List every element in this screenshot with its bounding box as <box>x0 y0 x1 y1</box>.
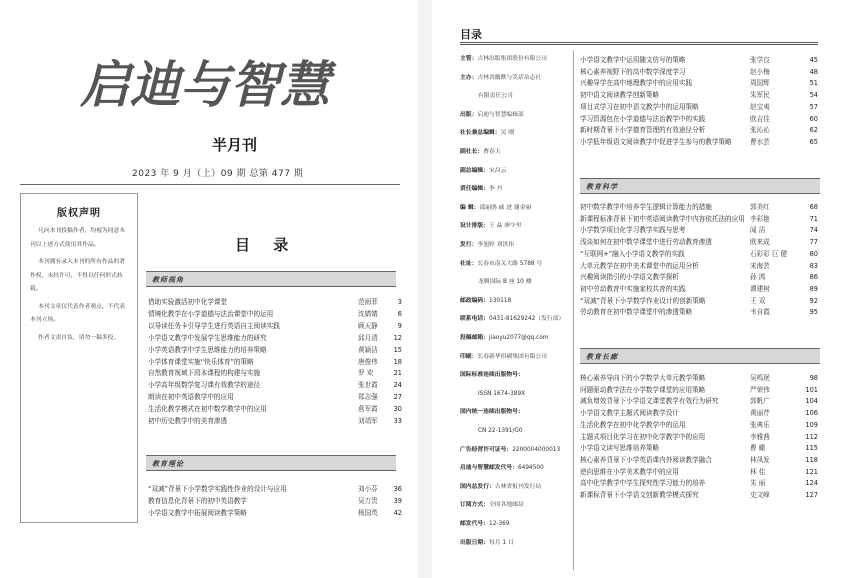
entry-title: 生活化教学在初中化学教学中的运用 <box>580 420 686 429</box>
entry-title: 主题式项目化学习在初中化学教学中的应用 <box>580 432 706 441</box>
entry-author: 沈婧婧 <box>358 309 378 318</box>
right-toc-entry <box>580 283 820 295</box>
masthead-value: 邵丽鹃 戚 进 谢金丽 <box>479 204 532 211</box>
entry-page: 112 <box>805 432 818 441</box>
toc-title: 目 录 <box>235 236 298 254</box>
entry-title: 初中历史教学中的美育渗透 <box>148 417 228 425</box>
right-toc-entry <box>580 54 820 66</box>
entry-page: 89 <box>809 284 818 293</box>
right-toc-entry <box>580 477 820 489</box>
entry-title: 逆向思维在小学美术教学中的应用 <box>580 467 679 476</box>
right-toc-entry <box>580 101 820 113</box>
entry-title: 问题驱动教学法在小学数学课堂的应用策略 <box>580 385 706 394</box>
right-toc-entry <box>580 260 820 272</box>
entry-author: 吴万贵 <box>358 496 378 505</box>
right-toc-entry <box>580 295 820 307</box>
masthead-row <box>460 446 575 455</box>
entry-author: 孙 鸿 <box>750 273 766 282</box>
entry-author: 严荣伟 <box>750 385 770 394</box>
entry-author: 李雅茜 <box>750 432 770 441</box>
masthead-value: CN 22-1391/G0 <box>478 428 523 434</box>
entry-page: 115 <box>805 444 818 453</box>
entry-title: 自然教育视域下园本课程的构建与实施 <box>148 369 261 378</box>
entry-title: 兴趣导学在高中地理教学中的应用实践 <box>580 79 693 88</box>
entry-author: 史文峰 <box>750 491 770 499</box>
masthead-value: 6494500 <box>517 465 544 472</box>
entry-title: 核心素养导向下的小学数学大单元教学策略 <box>580 374 706 382</box>
masthead-label: 发行： <box>460 242 478 248</box>
right-toc-entry <box>580 77 820 89</box>
entry-title: 高中化学教学中学生探究性学习能力的培养 <box>580 479 706 488</box>
entry-title: 生活化教学模式在初中数学教学中的应用 <box>148 405 267 414</box>
masthead-label: 邮发代号： <box>460 521 489 527</box>
toc-entry <box>148 483 402 495</box>
entry-title: 小学低年级语文阅读教学中促进学生参与的教学策略 <box>580 137 732 146</box>
entry-page: 36 <box>393 485 402 493</box>
masthead-label: 广告经营许可证号： <box>460 446 513 453</box>
masthead-value: ISSN 1674-389X <box>478 390 526 397</box>
masthead-row <box>460 55 575 64</box>
masthead-row <box>460 222 575 231</box>
entry-title: 劳动教育在初中数学课堂中的渗透策略 <box>580 308 693 317</box>
masthead-label: 启迪与智慧邮发代号： <box>460 465 518 472</box>
right-toc-entry <box>580 395 820 407</box>
entry-page: 65 <box>809 137 818 146</box>
entry-title: 以导读任务卡引导学生进行英语自主阅读实践 <box>148 321 280 330</box>
entry-page: 39 <box>393 496 402 505</box>
masthead-value: 吉林出版集团股份有限公司 <box>477 56 547 62</box>
entry-title: 浅谈如何在初中数学课堂中进行劳动教育渗透 <box>580 238 712 247</box>
right-toc-entry <box>580 213 820 225</box>
toc-entry <box>148 379 402 391</box>
entry-page: 18 <box>393 357 402 366</box>
entry-author: 张学良 <box>750 56 770 64</box>
masthead-row <box>460 501 575 510</box>
entry-page: 118 <box>805 455 818 464</box>
entry-title: 新课程标准背景下初中英语阅读教学中内容依托法的应用 <box>580 214 745 223</box>
entry-title: 小学语文教学中发展学生思维能力的研究 <box>148 333 267 342</box>
masthead-value: 长春新华印刷集团有限公司 <box>477 353 547 360</box>
magazine-logo <box>80 52 340 114</box>
masthead-row <box>460 129 575 138</box>
masthead-label: 主办： <box>460 74 478 81</box>
masthead-label: 投稿邮箱： <box>460 335 489 341</box>
masthead-row <box>460 297 575 306</box>
entry-author: 赵小梅 <box>750 67 770 76</box>
entry-author: 刘靖军 <box>358 417 378 425</box>
section-header <box>146 271 396 287</box>
entry-author: 郭美红 <box>750 203 770 211</box>
entry-title: 小学语文教学中拓展阅读教学策略 <box>148 508 247 517</box>
entry-author: 罗 欢 <box>358 369 374 378</box>
entry-title: 核心素养视野下的高中数学深度学习 <box>580 67 686 76</box>
toc-entry <box>148 320 402 332</box>
entry-author: 杨国英 <box>358 508 378 517</box>
entry-page: 6 <box>397 309 402 318</box>
masthead-row <box>460 92 575 101</box>
entry-page: 33 <box>393 417 402 425</box>
masthead-value: 李 丹 <box>489 186 503 193</box>
entry-author: 韦自霞 <box>750 308 770 317</box>
entry-title: 小学语文读写思维培养策略 <box>580 444 660 453</box>
section-header <box>146 455 396 471</box>
entry-title: 借助实验激活初中化学课堂 <box>148 298 228 306</box>
entry-author: 欧来成 <box>750 238 770 247</box>
entry-author: 顾天静 <box>358 321 378 330</box>
entry-page: 51 <box>809 79 818 88</box>
masthead-row <box>460 539 575 548</box>
entry-title: 小学语文教学主题式阅读教学设计 <box>580 409 679 418</box>
masthead-row <box>460 520 575 529</box>
entry-title: 小学高年级数学复习课有效教学的途径 <box>148 381 261 390</box>
entry-page: 86 <box>809 273 818 282</box>
entry-page: 104 <box>805 397 818 406</box>
section-title: 教育科学 <box>586 183 618 191</box>
masthead-label: 邮政编码： <box>460 297 489 304</box>
entry-title: 学习资源包在小学道德与法治教学中的实践 <box>580 114 706 123</box>
entry-page: 77 <box>809 238 818 247</box>
masthead-row <box>460 390 575 399</box>
entry-author: 谭建树 <box>750 284 770 293</box>
entry-page: 68 <box>809 203 818 211</box>
masthead-label: 国际标准连续出版物号： <box>460 372 524 379</box>
masthead-row <box>460 315 575 324</box>
toc-entry <box>148 507 402 519</box>
entry-page: 62 <box>809 126 818 135</box>
masthead-value: 吉林省报刊发行局 <box>494 483 542 490</box>
right-toc-entry <box>580 384 820 396</box>
section-header <box>580 178 820 194</box>
right-toc-entry <box>580 201 820 213</box>
masthead-value: jiaoyu2077@qq.com <box>489 335 549 341</box>
entry-author: 石彩彩 巨 健 <box>750 249 788 258</box>
publication-frequency: 半月刊 <box>212 136 258 154</box>
entry-title: “双减”背景下小学数学作业设计的创新策略 <box>580 296 706 305</box>
entry-page: 83 <box>809 261 818 270</box>
masthead-value: 0431-81629242（发行部） <box>489 316 565 323</box>
masthead-label: 责任编辑： <box>460 186 489 193</box>
toc-entry <box>148 403 402 415</box>
masthead-row <box>460 483 575 492</box>
divider <box>460 42 818 43</box>
masthead-row <box>460 167 575 176</box>
entry-author: 李彩艳 <box>750 214 770 223</box>
right-toc-entry <box>580 442 820 454</box>
toc-entry <box>148 415 402 427</box>
entry-title: 小学英语教学中学生思维能力的培养策略 <box>148 345 267 354</box>
masthead-value: 2200004000013 <box>512 446 561 453</box>
logo-text: 启迪与智慧 <box>80 55 330 114</box>
entry-page: 24 <box>393 381 402 390</box>
masthead-value: 吉林省幽默与笑话杂志社 <box>477 74 542 81</box>
entry-author: 黄颖洁 <box>358 345 378 354</box>
right-toc-entry <box>580 489 820 501</box>
masthead-value: 全国各地邮局 <box>489 502 524 509</box>
entry-page: 124 <box>805 479 818 488</box>
section-title: 教育长廊 <box>586 353 618 361</box>
masthead-row <box>460 334 575 343</box>
divider <box>460 44 818 45</box>
masthead-row <box>460 353 575 362</box>
entry-page: 45 <box>809 56 818 64</box>
entry-author: 邱月清 <box>358 333 378 342</box>
entry-page: 71 <box>809 214 818 223</box>
entry-title: 教育信息化背景下的初中英语教学 <box>148 496 247 505</box>
entry-author: 王 双 <box>750 296 766 305</box>
masthead-label: 印刷： <box>460 353 478 360</box>
entry-title: 新时期背景下小学德育管理的有效途径分析 <box>580 126 706 135</box>
masthead-value: 李旭婷 刘洪伟 <box>477 242 515 248</box>
copyright-title: 版权声明 <box>57 208 101 219</box>
entry-page: 54 <box>809 91 818 100</box>
entry-title: 情境化教学在小学道德与法治课堂中的运用 <box>148 309 274 318</box>
copyright-paragraph: 本刊拥有录入本刊的所有作品的著作权，未经许可，不得以任何形式转载。 <box>30 259 126 292</box>
section-header <box>580 348 820 364</box>
right-toc-entry <box>580 248 820 260</box>
entry-author: 郑志强 <box>358 393 378 402</box>
entry-author: 欧吉佳 <box>750 114 770 123</box>
right-toc-entry <box>580 466 820 478</box>
masthead-label: 出版： <box>460 111 478 118</box>
entry-title: “双减”背景下小学数学实践性作业的设计与应用 <box>148 485 287 493</box>
toc-entry <box>148 308 402 320</box>
masthead-value: 启迪与智慧编辑部 <box>477 111 524 118</box>
toc-entry <box>148 332 402 344</box>
entry-author: 朱 丽 <box>750 479 766 488</box>
right-toc-entry <box>580 236 820 248</box>
masthead-label: 社长兼总编辑： <box>460 130 501 137</box>
toc-entry <box>148 495 402 507</box>
entry-title: 初中劳动教育中实施家校共育的实践 <box>580 284 686 293</box>
entry-author: 黄丽芹 <box>750 409 770 418</box>
entry-page: 109 <box>805 420 818 429</box>
page-gutter <box>418 0 432 578</box>
masthead-label: 编 辑： <box>460 204 480 211</box>
entry-page: 15 <box>393 345 402 354</box>
masthead-value: 12-369 <box>489 521 510 527</box>
entry-page: 98 <box>809 374 818 382</box>
masthead-label: 主管： <box>460 56 478 62</box>
right-toc-entry <box>580 431 820 443</box>
masthead-row <box>460 260 575 269</box>
masthead-value: 吴 刚 <box>500 130 515 137</box>
issue-date: 2023 年 9 月（上）09 期 总第 477 期 <box>132 169 304 179</box>
right-toc-entry <box>580 407 820 419</box>
toc-entry <box>148 391 402 403</box>
masthead-value: 长春市南关大路 5788 号 <box>477 260 543 267</box>
entry-title: 兴趣阅读指引的小学语文教学探析 <box>580 273 679 282</box>
entry-title: 项目式学习在初中语文教学中的运用策略 <box>580 102 699 111</box>
right-toc-entry <box>580 113 820 125</box>
entry-page: 30 <box>393 405 402 414</box>
entry-author: 闻 洁 <box>750 226 766 235</box>
masthead-value: 龙腾国际 B 座 10 楼 <box>478 279 532 286</box>
entry-author: 朱军民 <box>750 91 770 100</box>
entry-author: 林 佳 <box>750 467 766 476</box>
masthead-label: 副社长： <box>460 149 484 155</box>
entry-title: 核心素养背景下小学英语课内外阅读教学融合 <box>580 455 712 464</box>
entry-author: 张沁沁 <box>750 126 770 135</box>
right-toc-entry <box>580 89 820 101</box>
masthead-label: 国内总发行： <box>460 483 495 490</box>
right-toc-entry <box>580 66 820 78</box>
toc-entry <box>148 356 402 368</box>
right-toc-entry <box>580 372 820 384</box>
entry-author: 周国辉 <box>750 79 770 88</box>
copyright-box <box>20 193 138 523</box>
entry-page: 121 <box>805 467 818 476</box>
masthead-row <box>460 464 575 473</box>
entry-author: 张典乐 <box>750 420 770 429</box>
masthead-row <box>460 278 575 287</box>
entry-page: 92 <box>809 296 818 305</box>
masthead-row <box>460 427 575 436</box>
entry-page: 74 <box>809 226 818 235</box>
masthead-row <box>460 204 575 213</box>
masthead-row <box>460 111 575 120</box>
divider <box>20 184 400 185</box>
section-title: 教育理论 <box>152 460 184 468</box>
entry-page: 3 <box>397 298 402 306</box>
entry-author: 林凤发 <box>750 455 770 464</box>
right-toc-entry <box>580 224 820 236</box>
entry-title: 小学体育课堂实施“快乐体育”的策略 <box>148 357 254 366</box>
masthead-row <box>460 371 575 380</box>
entry-title: 小学数学项目化学习教学实践与思考 <box>580 226 686 235</box>
entry-author: 赵宝夷 <box>750 102 770 111</box>
masthead-label: 国内统一连续出版物号： <box>460 409 524 416</box>
masthead-label: 订阅方式： <box>460 502 489 509</box>
masthead-value: 宋昌云 <box>489 167 507 174</box>
toc-entry <box>148 367 402 379</box>
masthead-label: 设计排版： <box>460 223 489 230</box>
entry-page: 9 <box>397 321 402 330</box>
entry-author: 宋海芸 <box>750 261 770 270</box>
entry-page: 27 <box>393 393 402 402</box>
entry-page: 42 <box>393 508 402 517</box>
entry-page: 48 <box>809 67 818 76</box>
masthead-row <box>460 148 575 157</box>
right-toc-entry <box>580 124 820 136</box>
entry-title: 小学语文教学中运用随文仿写的策略 <box>580 56 686 64</box>
entry-author: 刘小芬 <box>358 485 378 493</box>
entry-title: 新课标背景下小学语文创新教学模式探究 <box>580 491 699 499</box>
masthead-value: 每月 1 日 <box>489 539 514 546</box>
masthead-value: 王 晶 廖少里 <box>489 223 522 230</box>
masthead-value: 曹春天 <box>483 149 501 155</box>
copyright-paragraph: 本刊文章仅代表作者观点，不代表本刊立场。 <box>30 303 126 323</box>
toc-entry <box>148 344 402 356</box>
entry-page: 95 <box>809 308 818 317</box>
column-divider <box>573 50 574 570</box>
entry-page: 80 <box>809 249 818 258</box>
right-toc-entry <box>580 419 820 431</box>
entry-page: 21 <box>393 369 402 378</box>
masthead-value: 有限责任公司 <box>478 93 513 100</box>
entry-page: 60 <box>809 114 818 123</box>
masthead-value: 130118 <box>489 297 512 304</box>
right-toc-title: 目录 <box>460 28 482 41</box>
masthead-row <box>460 185 575 194</box>
entry-page: 127 <box>805 491 818 499</box>
entry-author: 郭帆广 <box>750 397 770 406</box>
right-toc-entry <box>580 136 820 148</box>
masthead-row <box>460 408 575 417</box>
right-toc-entry <box>580 271 820 283</box>
right-toc-entry <box>580 454 820 466</box>
entry-page: 101 <box>805 385 818 394</box>
entry-author: 唐俊伟 <box>358 357 378 366</box>
masthead-label: 联系电话： <box>460 316 489 323</box>
entry-title: 大单元教学在初中美术课堂中的运用分析 <box>580 261 699 270</box>
entry-page: 57 <box>809 102 818 111</box>
entry-author: 范雨菲 <box>358 298 378 306</box>
toc-entry <box>148 296 402 308</box>
masthead-row <box>460 241 575 250</box>
section-title: 教师视角 <box>152 276 184 284</box>
entry-author: 曹 瞰 <box>750 444 766 453</box>
copyright-paragraph: 凡向本刊投稿作者，均视为同意本刊以上述方式使用其作品。 <box>30 228 126 248</box>
masthead-label: 副总编辑： <box>460 167 489 174</box>
entry-title: 朗读在初中英语教学中的应用 <box>148 393 234 402</box>
entry-title: 减负增效背景下小学语文课堂教学有效行为研究 <box>580 397 719 406</box>
masthead-label: 社址： <box>460 260 478 267</box>
entry-page: 106 <box>805 409 818 418</box>
entry-author: 吴鸣珉 <box>750 374 770 382</box>
entry-title: 初中数学教学中培养学生逻辑计算能力的措施 <box>580 203 712 211</box>
entry-title: 初中语文阅读教学创新策略 <box>580 91 660 100</box>
entry-author: 燕军霞 <box>358 405 378 414</box>
copyright-paragraph: 作者文责自负，请勿一稿多投。 <box>38 334 120 341</box>
entry-author: 曹水芸 <box>750 137 770 146</box>
masthead-row <box>460 74 575 83</box>
copyright-body <box>21 219 137 345</box>
entry-title: “互联网+”融入小学语文教学的实践 <box>580 249 685 258</box>
masthead-label: 出版日期： <box>460 539 489 546</box>
entry-page: 12 <box>393 333 402 342</box>
entry-author: 张世霞 <box>358 381 378 390</box>
left-page <box>0 0 418 578</box>
right-toc-entry <box>580 306 820 318</box>
